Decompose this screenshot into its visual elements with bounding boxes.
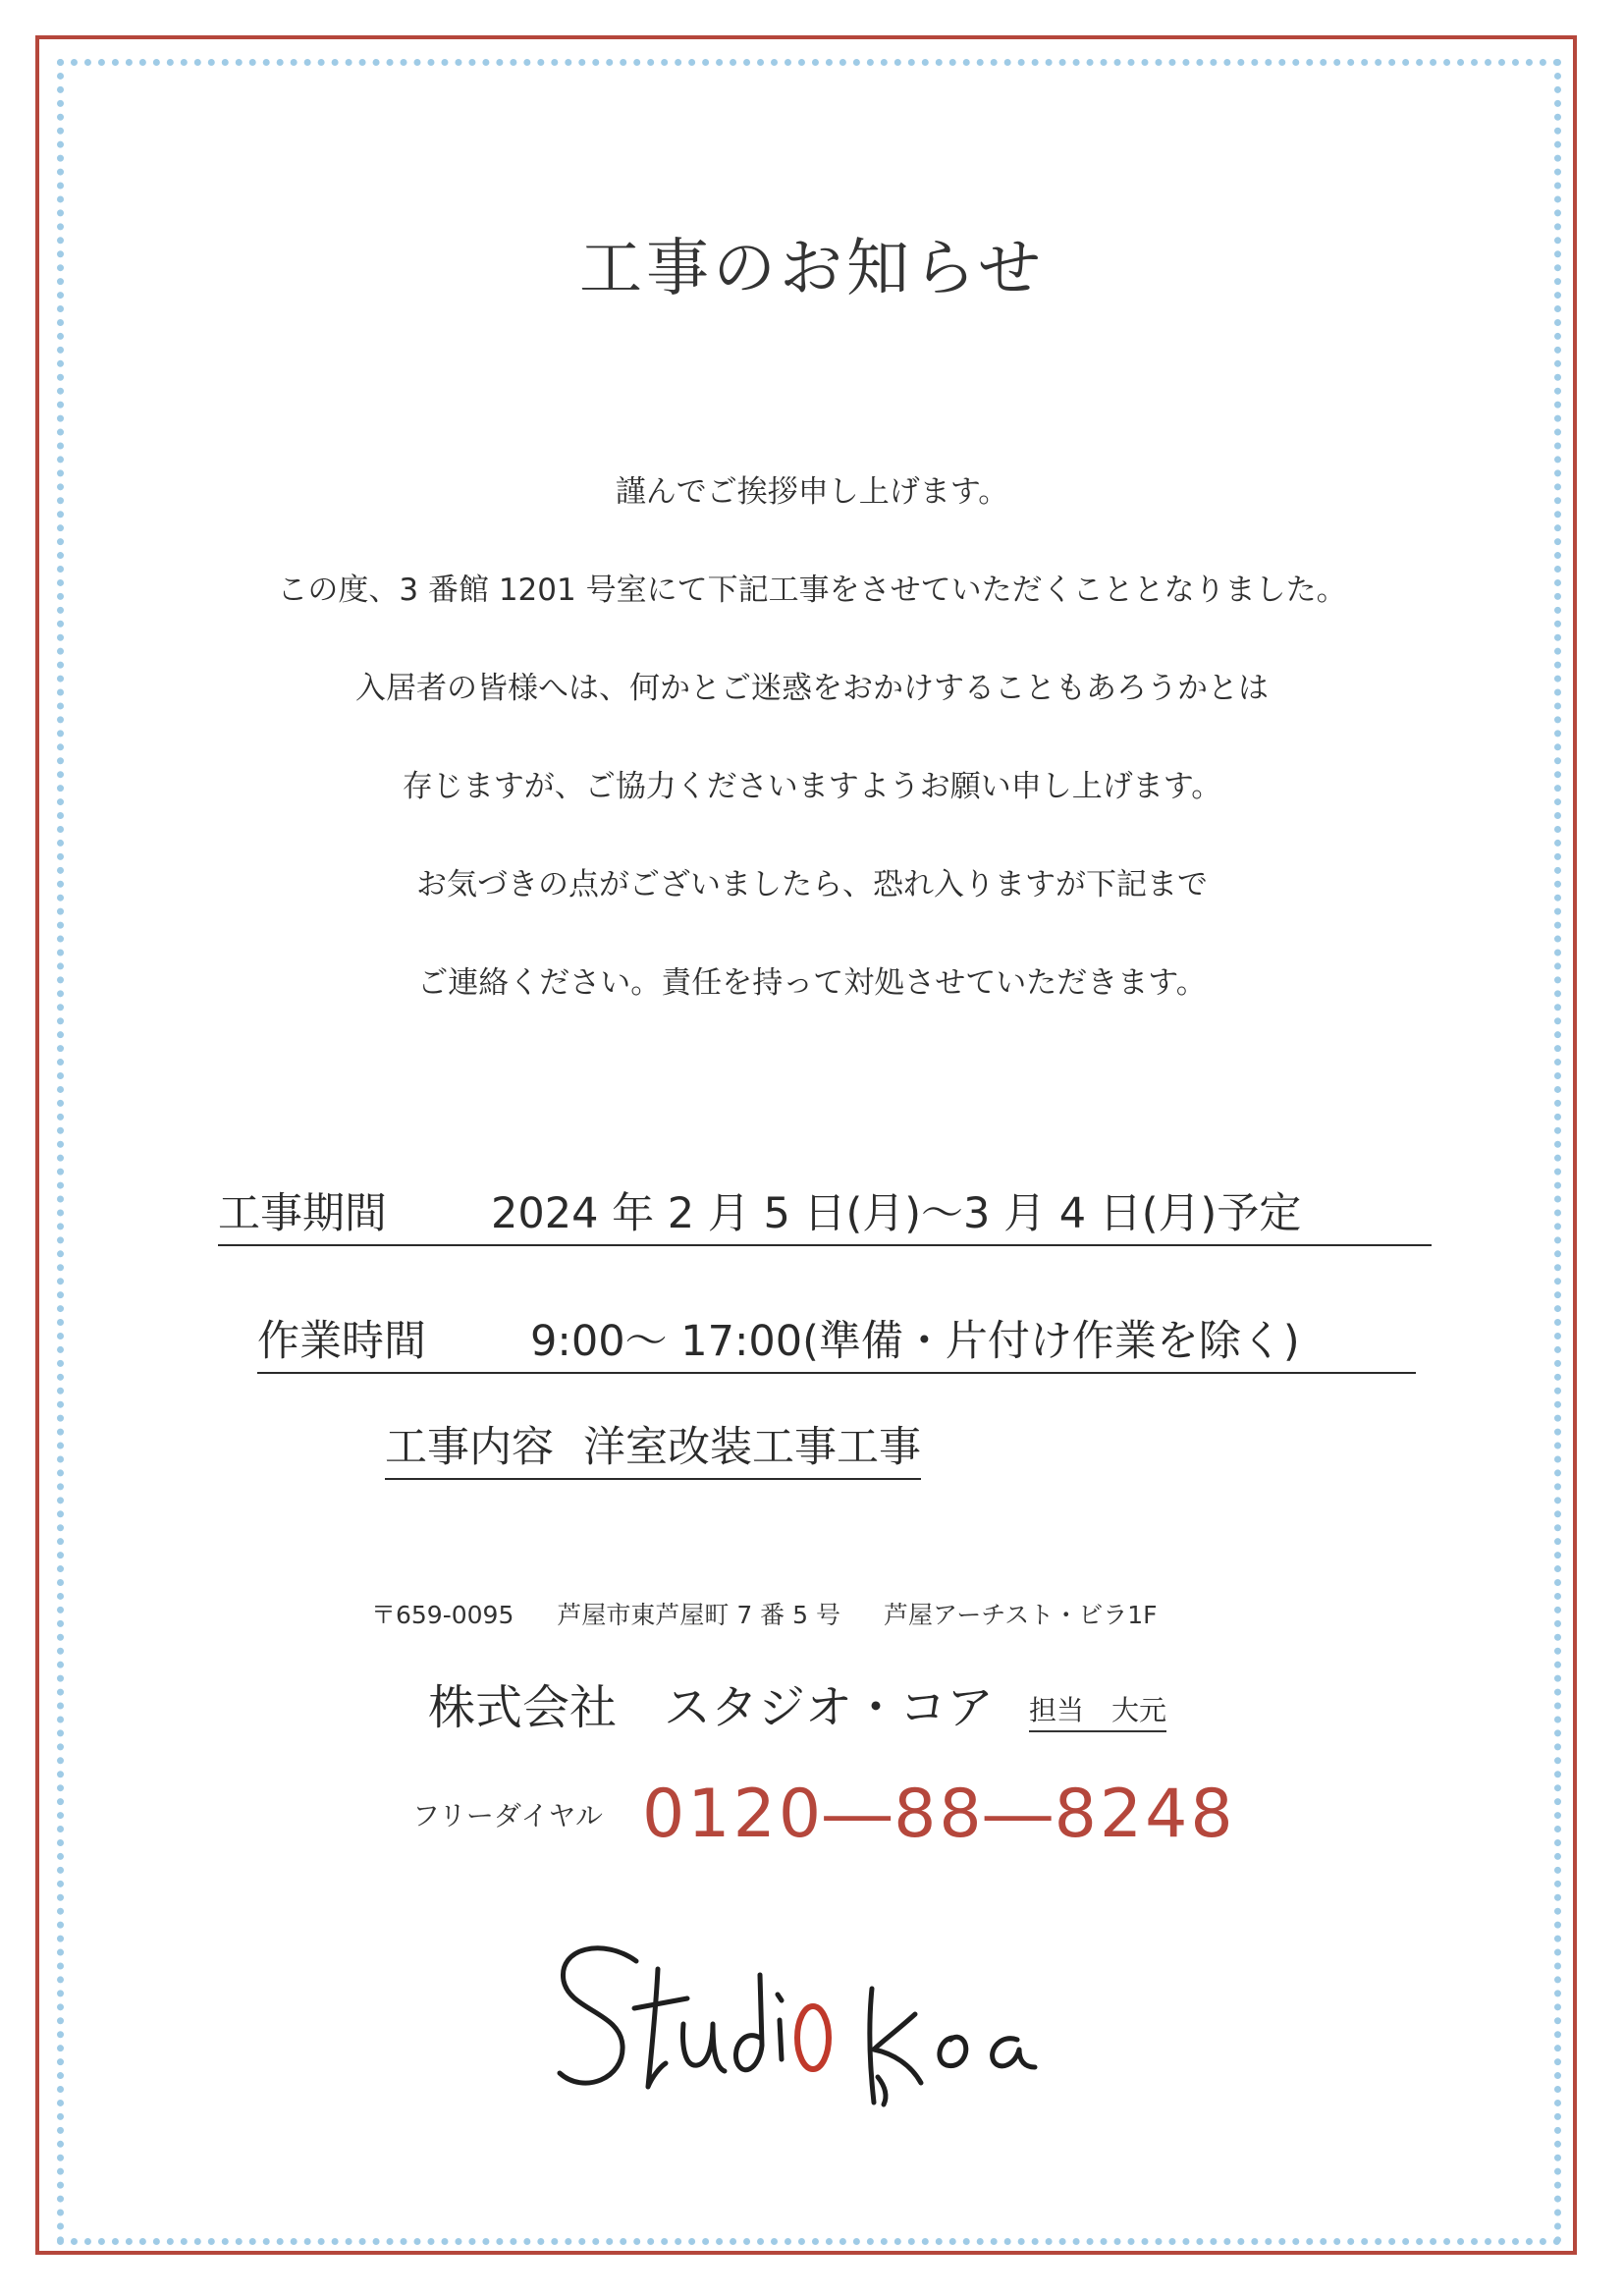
- construction-period-row: [218, 1180, 1432, 1246]
- studio-koa-logo: [550, 1930, 1100, 2116]
- company-block: [428, 1669, 1166, 1737]
- contact-person: 担当 大元: [1029, 1689, 1166, 1732]
- greeting-line-4: 存じますが、ご協力くださいますようお願い申し上げます。: [402, 769, 1222, 804]
- work-hours-row: [257, 1308, 1416, 1374]
- greeting-line-3: 入居者の皆様へは、何かとご迷惑をおかけすることもあろうかとは: [355, 671, 1269, 706]
- work-hours-value: 9:00～ 17:00(準備・片付け作業を除く): [530, 1317, 1300, 1366]
- building-name: 芦屋アーチスト・ビラ1F: [883, 1601, 1158, 1629]
- company-address: [371, 1596, 1201, 1631]
- construction-content-label: 工事内容: [385, 1423, 554, 1472]
- dotted-border-frame: [57, 59, 1561, 2245]
- work-hours-label: 作業時間: [257, 1317, 426, 1366]
- construction-content-row: [385, 1414, 921, 1480]
- greeting-line-2: この度、3 番館 1201 号室にて下記工事をさせていただくこととなりました。: [277, 573, 1347, 608]
- construction-period-label: 工事期間: [218, 1189, 387, 1238]
- street-address: 芦屋市東芦屋町 7 番 5 号: [557, 1601, 840, 1629]
- logo-red-circle: [797, 2006, 829, 2069]
- construction-content-value: 洋室改装工事工事: [583, 1423, 921, 1472]
- free-dial-label: フリーダイヤル: [412, 1799, 604, 1832]
- free-dial-number[interactable]: 0120―88―8248: [642, 1776, 1236, 1853]
- greeting-line-6: ご連絡ください。責任を持って対処させていただきます。: [417, 965, 1207, 1001]
- greeting-line-5: お気づきの点がございましたら、恐れ入りますが下記まで: [416, 867, 1208, 902]
- postal-code: 〒659-0095: [371, 1601, 514, 1629]
- construction-period-value: 2024 年 2 月 5 日(月)～3 月 4 日(月)予定: [491, 1189, 1302, 1238]
- free-dial-block: [412, 1776, 1236, 1853]
- page-title: 工事のお知らせ: [578, 233, 1046, 305]
- company-name: 株式会社 スタジオ・コア: [428, 1680, 995, 1735]
- greeting-line-1: 謹んでご挨拶申し上げます。: [615, 474, 1009, 510]
